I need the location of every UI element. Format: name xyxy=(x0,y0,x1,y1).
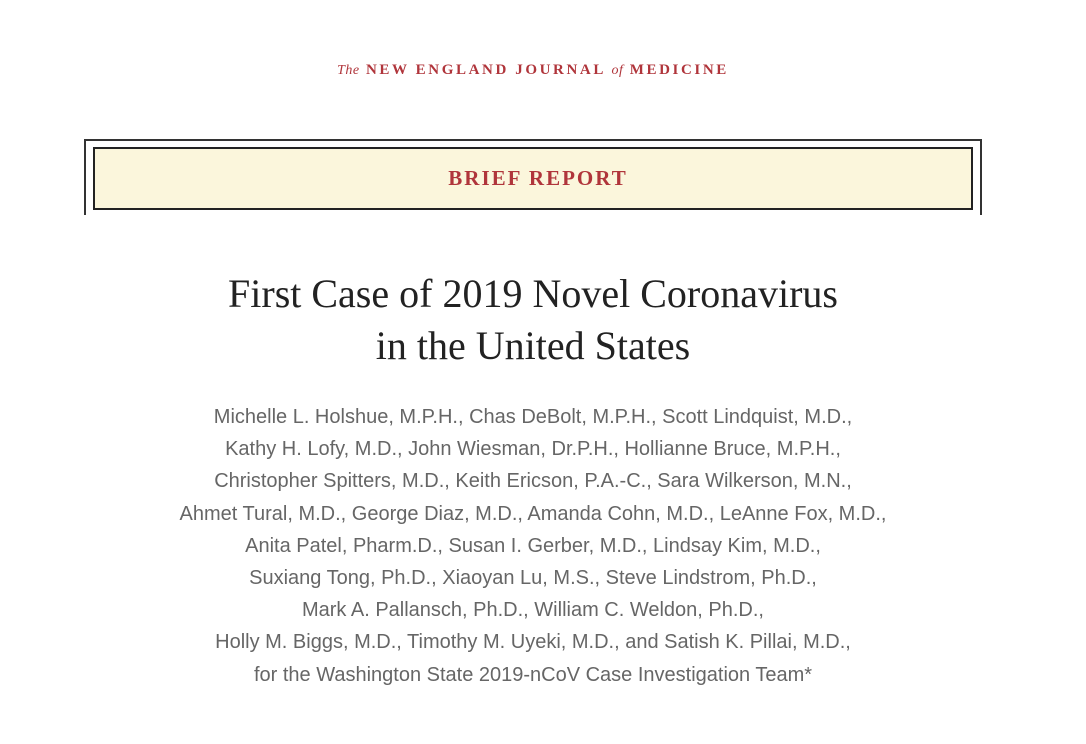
journal-header-part1: NEW ENGLAND JOURNAL xyxy=(365,62,606,78)
journal-header xyxy=(0,62,1066,79)
author-line: Mark A. Pallansch, Ph.D., William C. Weldon, Ph.D., xyxy=(301,599,764,622)
author-line: Anita Patel, Pharm.D., Susan I. Gerber, M.D., Lindsay Kim, M.D., xyxy=(245,534,821,557)
article-title-line-2: in the United States xyxy=(375,323,691,368)
article-title xyxy=(0,268,1066,372)
article-title-line-1: First Case of 2019 Novel Coronavirus xyxy=(228,271,838,316)
author-line: Holly M. Biggs, M.D., Timothy M. Uyeki, M.D., and Satish K. Pillai, M.D., xyxy=(215,631,851,654)
author-line: Ahmet Tural, M.D., George Diaz, M.D., Amanda Cohn, M.D., LeAnne Fox, M.D., xyxy=(179,502,887,525)
author-group-line: for the Washington State 2019-nCoV Case Investigation Team* xyxy=(253,663,813,686)
author-list xyxy=(0,401,1066,691)
article-type-label: BRIEF REPORT xyxy=(448,166,628,190)
journal-header-of: of xyxy=(611,63,624,78)
journal-header-part2: MEDICINE xyxy=(629,62,729,78)
article-type-banner xyxy=(93,147,973,210)
author-line: Kathy H. Lofy, M.D., John Wiesman, Dr.P.H., Hollianne Bruce, M.P.H., xyxy=(225,438,841,461)
author-line: Christopher Spitters, M.D., Keith Ericson, P.A.-C., Sara Wilkerson, M.N., xyxy=(214,470,852,493)
author-line: Michelle L. Holshue, M.P.H., Chas DeBolt, M.P.H., Scott Lindquist, M.D., xyxy=(213,406,853,428)
journal-header-the: The xyxy=(337,63,360,78)
author-line: Suxiang Tong, Ph.D., Xiaoyan Lu, M.S., Steve Lindstrom, Ph.D., xyxy=(249,567,817,590)
